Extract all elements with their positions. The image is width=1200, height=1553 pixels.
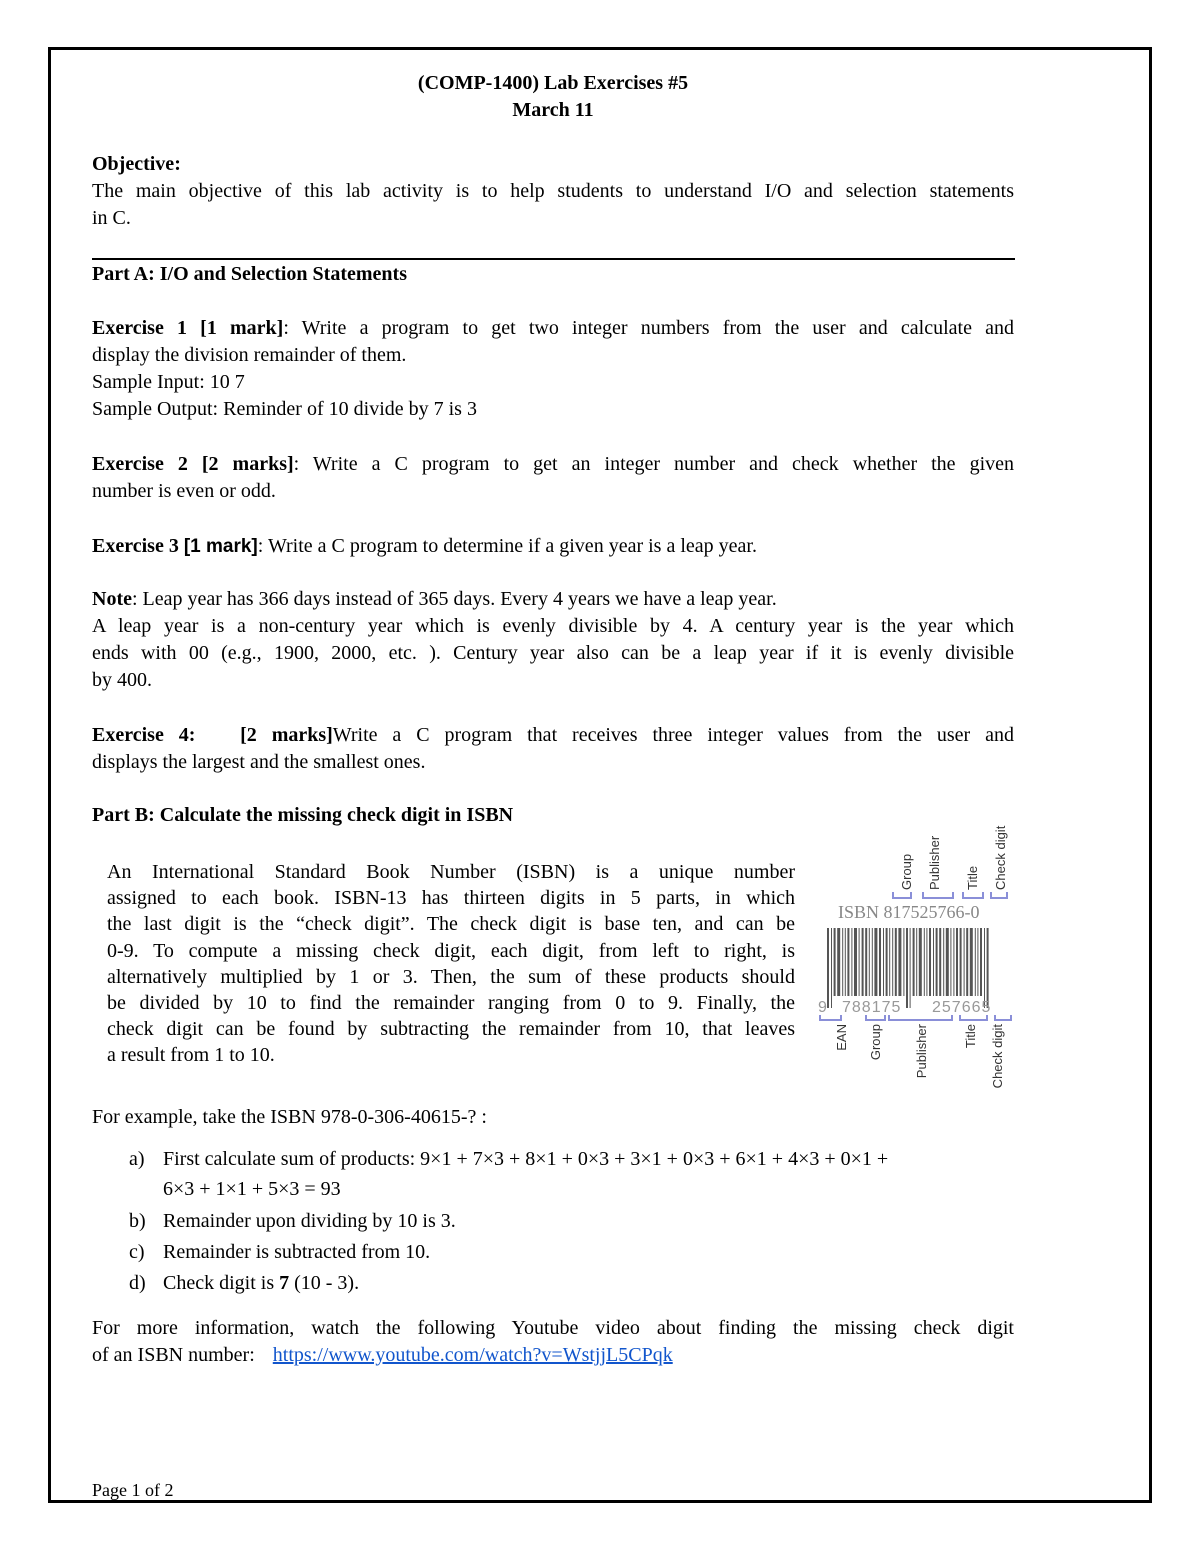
barcode-bar [859, 928, 860, 996]
barcode-bar [926, 928, 927, 996]
exercise-4-label: Exercise 4: [2 marks] [92, 724, 333, 746]
barcode-bar [919, 928, 922, 996]
exercise-4-line-2: displays the largest and the smallest ones. [92, 751, 426, 773]
barcode-bar [869, 928, 870, 996]
exercise-2-label: Exercise 2 [2 marks] [92, 453, 294, 475]
barcode-bar [865, 928, 867, 996]
barcode-bar [960, 928, 962, 996]
barcode-bar [874, 928, 877, 996]
exercise-1-sample-output: Sample Output: Reminder of 10 divide by 7 is 3 [92, 398, 477, 420]
barcode-bar [913, 928, 915, 996]
isbn-paragraph-line: check digit can be found by subtracting the remainder from 10, that leaves [107, 1018, 795, 1041]
barcode-bar [929, 928, 931, 996]
exercise-3-line: Exercise 3 [1 mark]: Write a C program to determine if a given year is a leap year. [92, 535, 757, 557]
barcode-digit-group: 9 [818, 999, 827, 1016]
exercise-1-label: Exercise 1 [1 mark] [92, 317, 284, 339]
barcode-bar [854, 928, 857, 996]
barcode-digit-group: 257665 [932, 999, 992, 1016]
figure-label-check-digit-bottom: Check digit [990, 1024, 1005, 1089]
note-line-2: A leap year is a non-century year which is evenly divisible by 4. A century year is the year which [92, 615, 1014, 637]
list-label: d) [129, 1272, 146, 1294]
part-b-heading: Part B: Calculate the missing check digit in ISBN [92, 804, 514, 826]
barcode-bar [964, 928, 965, 996]
step-a-line-1: First calculate sum of products: 9×1 + 7×3 + 8×1 + 0×3 + 3×1 + 0×3 + 6×1 + 4×3 + 0×1 + [163, 1148, 889, 1170]
exercise-4-line-1: Exercise 4: [2 marks]Write a C program that receives three integer values from the user and [92, 724, 1014, 746]
objective-heading: Objective: [92, 153, 181, 175]
note-label: Note [92, 588, 132, 610]
isbn-paragraph-line: assigned to each book. ISBN-13 has thirteen digits in 5 parts, in which [107, 887, 795, 910]
objective-line-2: in C. [92, 207, 131, 229]
barcode-digit-group: 788175 [842, 999, 902, 1016]
barcode-bar [862, 928, 864, 996]
barcode-bar [892, 928, 893, 996]
note-line-4: by 400. [92, 669, 152, 691]
isbn-paragraph-line: be divided by 10 to find the remainder ranging from 0 to 9. Finally, the [107, 992, 795, 1015]
section-divider [92, 258, 1015, 260]
exercise-3-label: Exercise 3 [92, 535, 184, 557]
barcode-bar [906, 928, 908, 1008]
barcode-bar [847, 928, 849, 996]
barcode-bar [977, 928, 978, 996]
barcode-bar [984, 928, 985, 1008]
barcode-bar [903, 928, 904, 996]
step-a-line-2: 6×3 + 1×1 + 5×3 = 93 [163, 1178, 341, 1200]
list-label: c) [129, 1241, 145, 1263]
barcode-bar [980, 928, 982, 996]
barcode-bars [827, 928, 989, 1008]
exercise-1-sample-input: Sample Input: 10 7 [92, 371, 245, 393]
barcode-bar [851, 928, 852, 996]
isbn-paragraph-line: a result from 1 to 10. [107, 1044, 275, 1067]
isbn-paragraph-line: 0-9. To compute a missing check digit, each digit, from left to right, is [107, 939, 795, 962]
figure-label-publisher-bottom: Publisher [914, 1024, 929, 1079]
exercise-2-line-2: number is even or odd. [92, 480, 276, 502]
list-item [92, 1144, 1014, 1204]
barcode-bar [966, 928, 968, 996]
barcode-bar [834, 928, 836, 996]
figure-label-title-bottom: Title [963, 1024, 978, 1049]
list-label: a) [129, 1148, 145, 1170]
barcode-bar [946, 928, 949, 996]
isbn-paragraph [107, 859, 795, 1069]
barcode-bar [842, 928, 843, 996]
step-b-text: Remainder upon dividing by 10 is 3. [163, 1210, 456, 1232]
barcode-bar [953, 928, 954, 996]
barcode-bar [886, 928, 888, 996]
objective-line-1: The main objective of this lab activity is to help students to understand I/O and selection statements [92, 180, 1014, 202]
figure-label-title-top: Title [965, 865, 980, 890]
more-info-line-1: For more information, watch the following Youtube video about finding the missing check digit [92, 1317, 1014, 1339]
barcode-bar [910, 928, 911, 1008]
page-date: March 11 [512, 99, 594, 121]
example-intro: For example, take the ISBN 978-0-306-40615-? : [92, 1106, 487, 1128]
figure-label-group-bottom: Group [868, 1024, 883, 1061]
barcode-bar [933, 928, 934, 996]
barcode-bar [879, 928, 881, 996]
barcode-bar [898, 928, 901, 996]
barcode-bar [831, 928, 832, 1008]
top-brackets [893, 892, 1007, 898]
barcode-bar [924, 928, 925, 996]
barcode-bar [895, 928, 897, 996]
exercise-1-line-1: Exercise 1 [1 mark]: Write a program to get two integer numbers from the user and calculate and [92, 317, 1015, 339]
barcode-bar [845, 928, 846, 996]
isbn-barcode-figure [815, 812, 1025, 1104]
list-label: b) [129, 1210, 146, 1232]
step-c-text: Remainder is subtracted from 10. [163, 1241, 431, 1263]
exercise-2-line-1: Exercise 2 [2 marks]: Write a C program to get an integer number and check whether the given [92, 453, 1015, 475]
note-line-1: Note: Leap year has 366 days instead of 365 days. Every 4 years we have a leap year. [92, 588, 777, 610]
barcode-bar [936, 928, 938, 996]
figure-label-ean: EAN [834, 1024, 849, 1051]
isbn-paragraph-line: the last digit is the “check digit”. The check digit is base ten, and can be [107, 913, 795, 936]
barcode-bar [939, 928, 941, 996]
barcode-bar [975, 928, 976, 996]
isbn-paragraph-line: An International Standard Book Number (ISBN) is a unique number [107, 861, 795, 883]
barcode-bar [987, 928, 989, 1008]
figure-label-check-digit-top: Check digit [993, 825, 1008, 890]
barcode-bar [970, 928, 973, 996]
figure-label-publisher-top: Publisher [927, 835, 942, 890]
part-a-heading: Part A: I/O and Selection Statements [92, 263, 407, 285]
isbn-label-text: ISBN 817525766-0 [838, 902, 980, 922]
page-title: (COMP-1400) Lab Exercises #5 [417, 72, 689, 94]
figure-label-group-top: Group [899, 853, 914, 890]
barcode-bar [916, 928, 917, 996]
note-line-3: ends with 00 (e.g., 1900, 2000, etc. ). Century year also can be a leap year if it is evenly divisible [92, 642, 1014, 664]
page-number: Page 1 of 2 [92, 1480, 174, 1500]
isbn-paragraph-line: alternatively multiplied by 1 or 3. Then, the sum of these products should [107, 965, 795, 988]
barcode-bar [883, 928, 884, 996]
barcode-bar [950, 928, 951, 996]
youtube-link[interactable]: https://www.youtube.com/watch?v=WstjjL5CPqk [272, 1344, 673, 1366]
step-d-text: Check digit is 7 (10 - 3). [163, 1272, 360, 1294]
barcode-bar [943, 928, 944, 996]
barcode-bar [872, 928, 873, 996]
more-info-line-2: of an ISBN number: https://www.youtube.com/watch?v=WstjjL5CPqk [92, 1344, 673, 1366]
exercise-1-line-2: display the division remainder of them. [92, 344, 407, 366]
barcode-bar [837, 928, 840, 996]
barcode-bar [956, 928, 958, 996]
barcode-bar [889, 928, 890, 996]
barcode-bar [827, 928, 829, 1008]
